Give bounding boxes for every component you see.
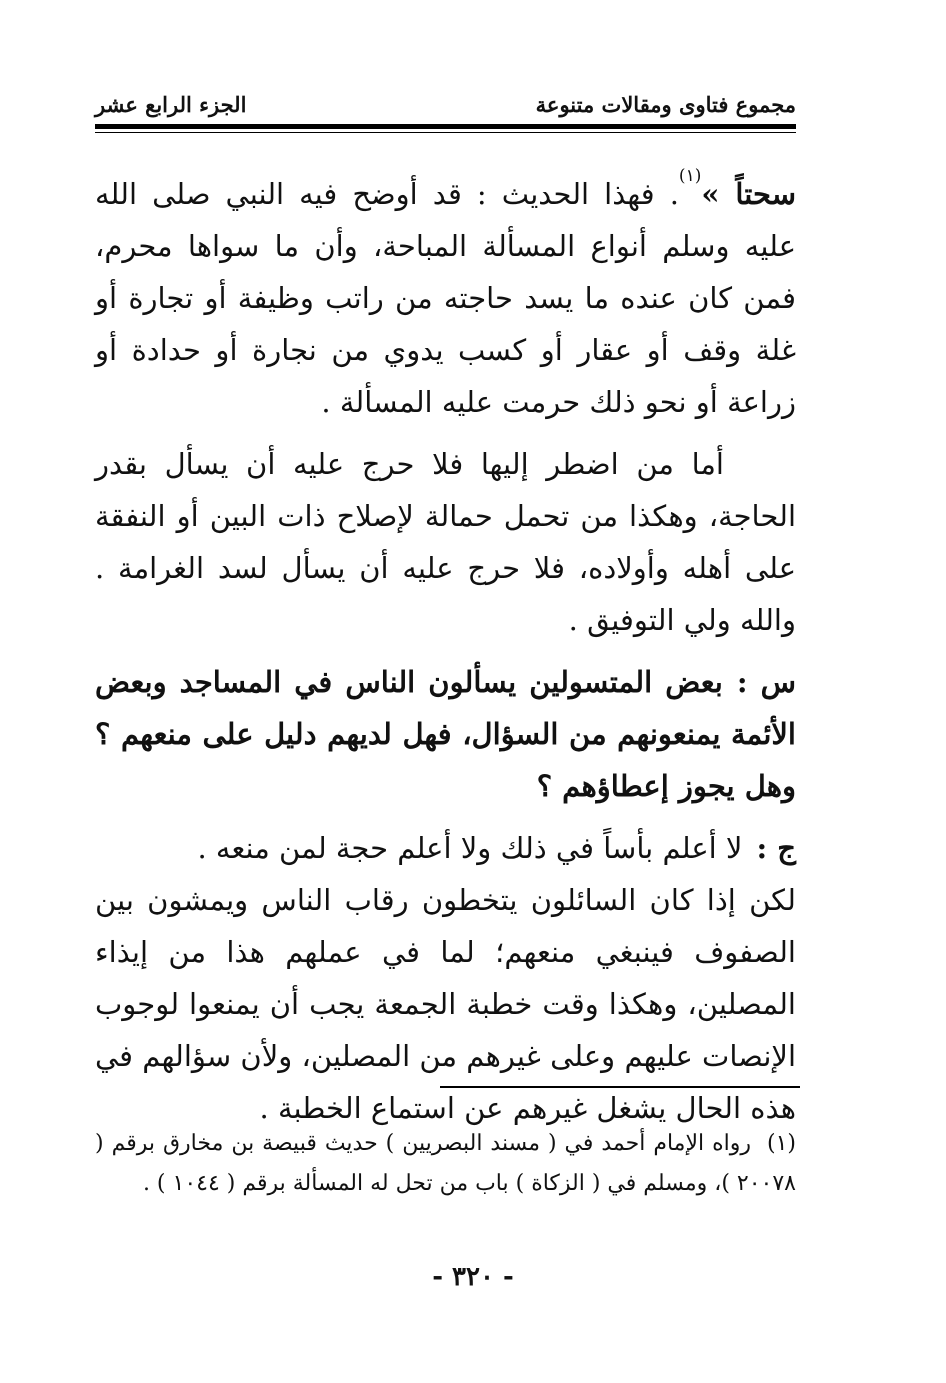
page-number: - ٣٢٠ - [432,1262,514,1292]
header-rule-thin [95,132,796,133]
answer-first-text: لا أعلم بأساً في ذلك ولا أعلم حجة لمن منعه . [197,831,743,865]
answer-continued: لكن إذا كان السائلون يتخطون رقاب الناس ويمشون بين الصفوف فينبغي منعهم؛ لما في عملهم هذا من إيذاء المصلين، وهكذا وقت خطبة الجمعة يجب أن يمنعوا لوجوب الإنصات عليهم وعلى غيرهم من المصلين، ولأن سؤالهم في هذه الحال يشغل غيرهم عن استماع الخطبة . [95,883,796,1125]
header-rule-thick [95,124,796,129]
footnote-separator [440,1086,800,1088]
book-title: مجموع فتاوى ومقالات متنوعة [535,92,796,117]
answer-label: ج : [756,831,796,865]
question-text: بعض المتسولين يسألون الناس في المساجد وبعض الأئمة يمنعونهم من السؤال، فهل لديهم دليل على منعهم ؟ وهل يجوز إعطاؤهم ؟ [95,665,796,803]
question [95,656,796,812]
footnote [95,1124,796,1204]
answer-first-line [95,822,796,874]
question-label: س : [736,665,796,699]
footnote-text: رواه الإمام أحمد في ( مسند البصريين ) حديث قبيصة بن مخارق برقم ( ٢٠٠٧٨ )، ومسلم في ( الزكاة ) باب من تحل له المسألة برقم ( ١٠٤٤ ) . [95,1131,796,1196]
footnote-number: (١) [766,1131,796,1156]
paragraph-2: أما من اضطر إليها فلا حرج عليه أن يسأل بقدر الحاجة، وهكذا من تحمل حمالة لإصلاح ذات البين أو النفقة على أهله وأولاده، فلا حرج عليه أن يسأل لسد الغرامة . والله ولي التوفيق . [95,447,796,637]
main-text [95,168,796,1134]
paragraph-1 [95,168,796,428]
running-header [95,92,796,122]
paragraph-1-text: . فهذا الحديث : قد أوضح فيه النبي صلى الله عليه وسلم أنواع المسألة المباحة، وأن ما سواها محرم، فمن كان عنده ما يسد حاجته من راتب وظيفة أو تجارة أو غلة وقف أو عقار أو كسب يدوي من نجارة أو حدادة أو زراعة أو نحو ذلك حرمت عليه المسألة . [95,177,796,419]
quote-end: سحتاً » [701,177,796,211]
volume-label: الجزء الرابع عشر [95,92,247,117]
footnote-reference: (١) [678,166,702,186]
